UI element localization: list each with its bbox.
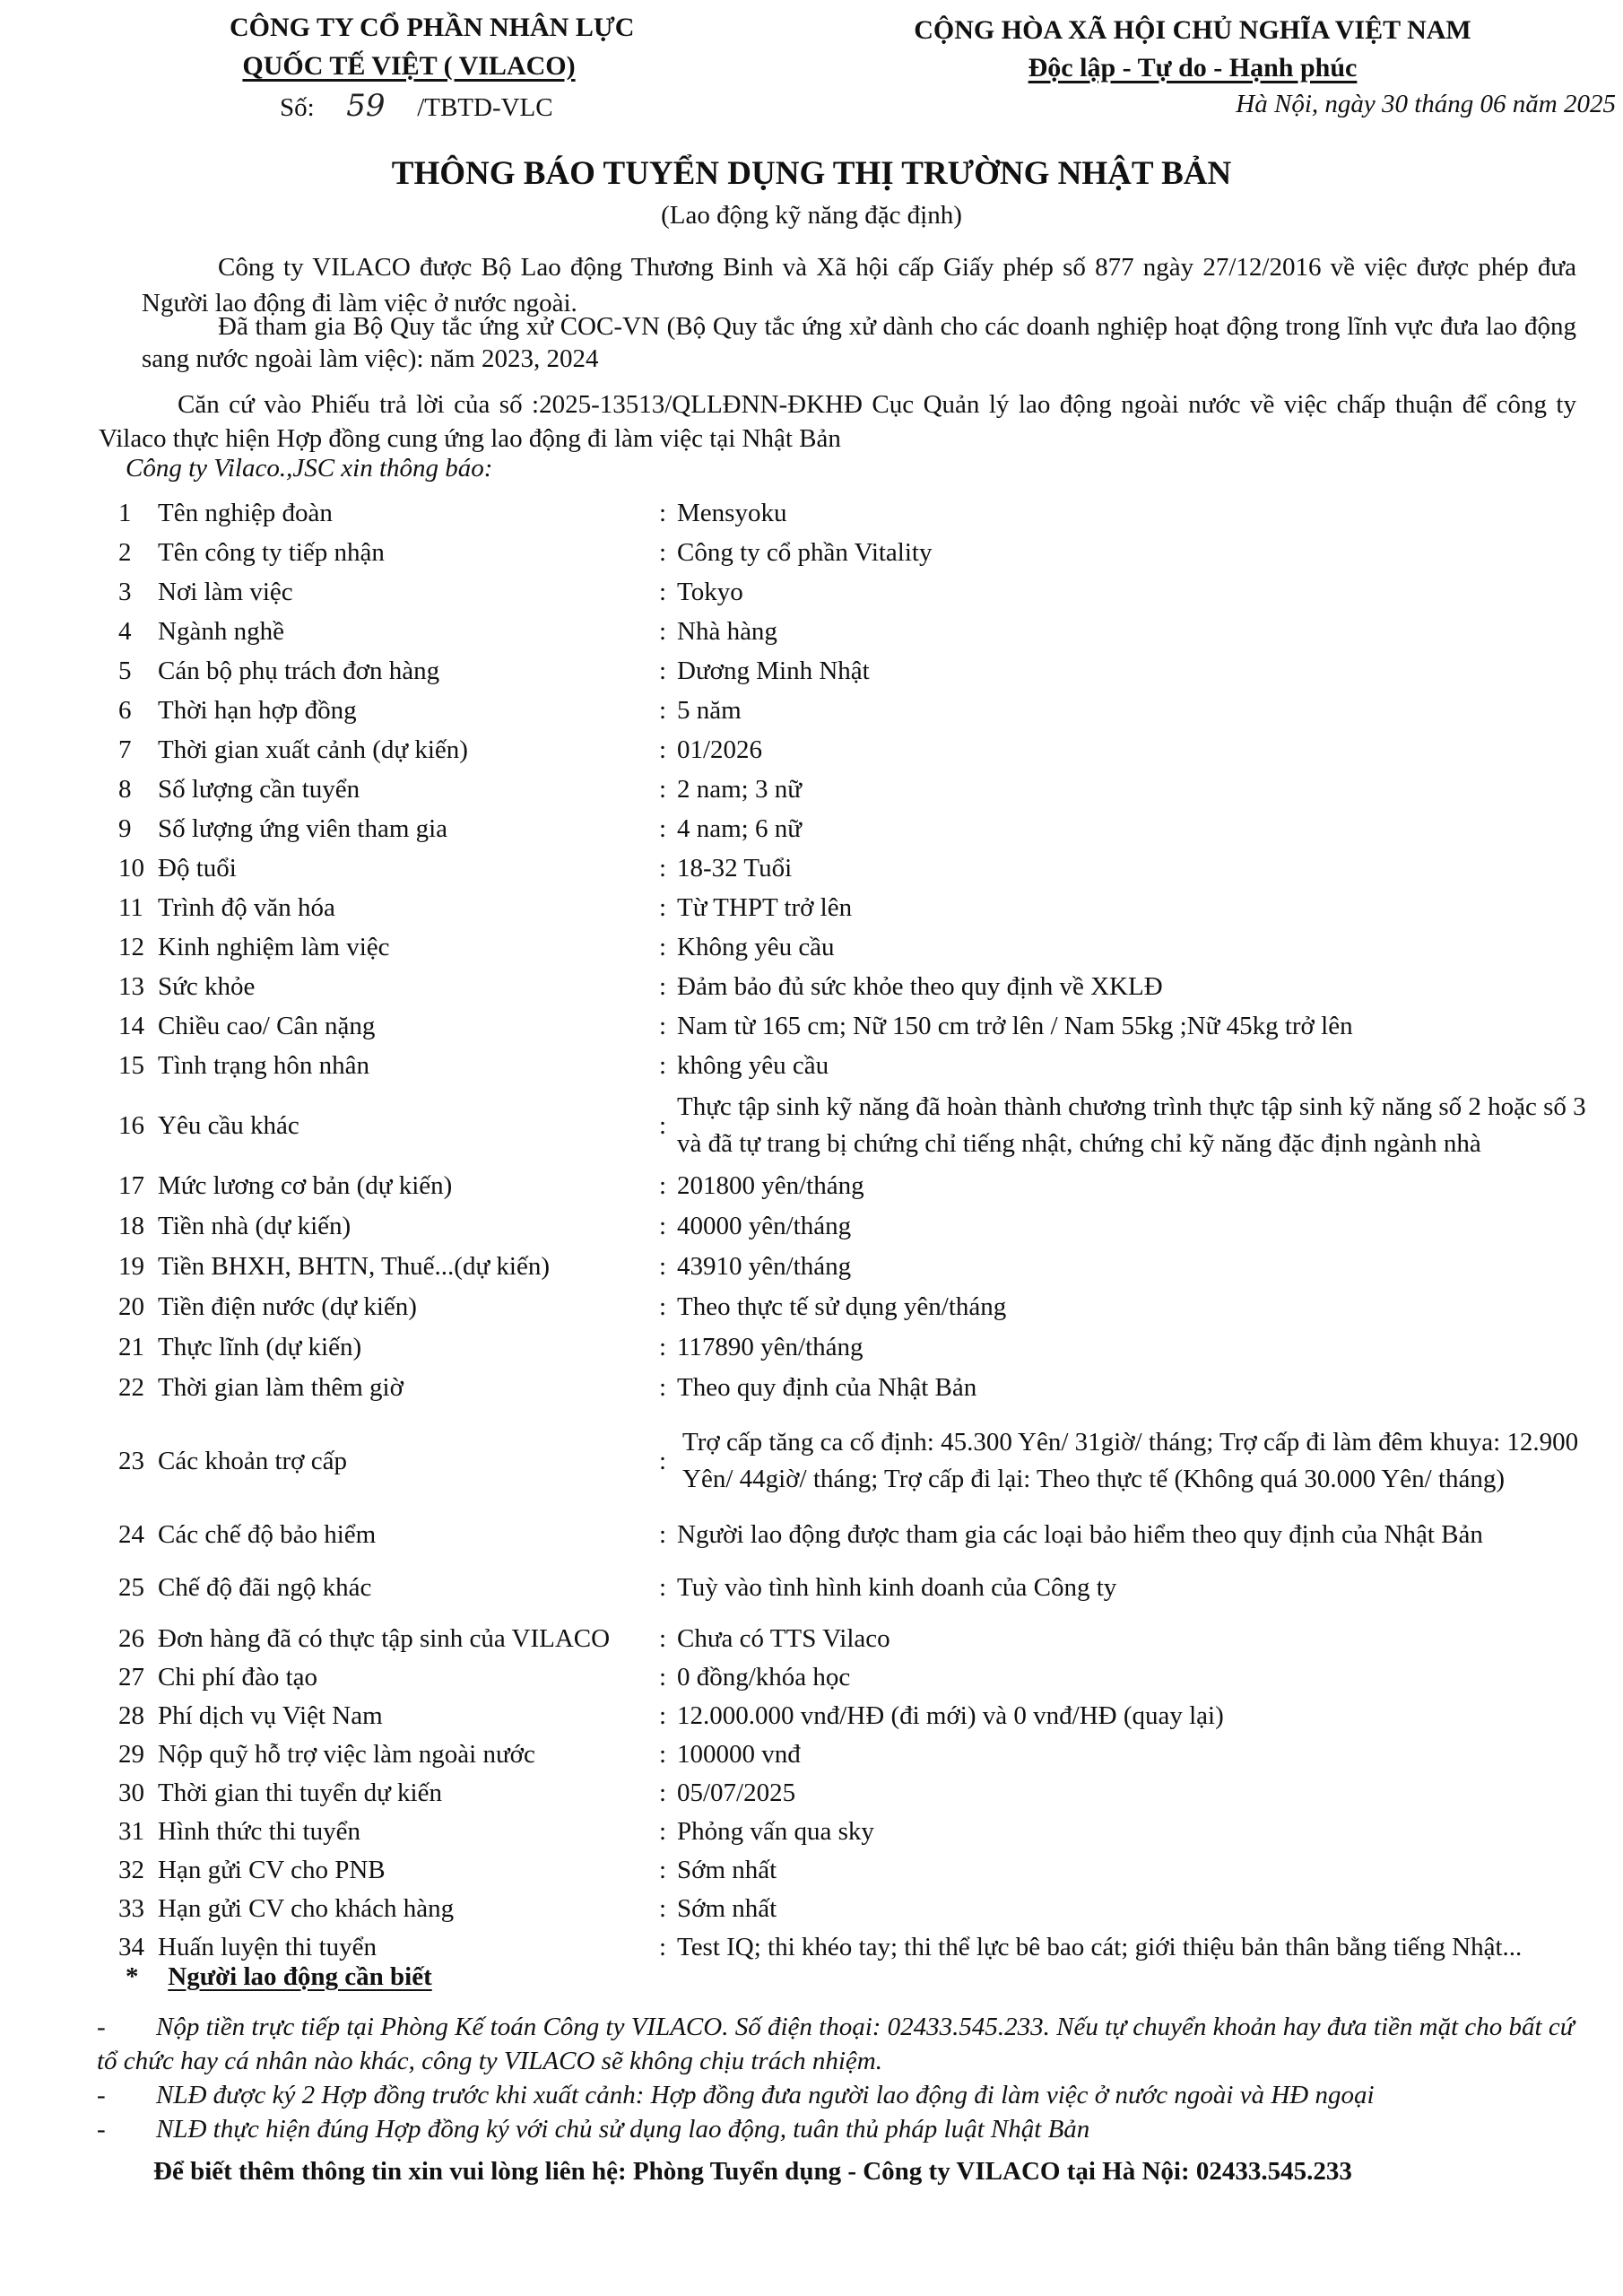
table-row	[0, 1247, 1623, 1287]
row-value: Test IQ; thi khéo tay; thi thể lực bê bao cát; giới thiệu bản thân bằng tiếng Nhật...	[677, 1933, 1523, 1961]
row-colon: :	[659, 1572, 667, 1602]
row-colon: :	[659, 735, 667, 764]
bullet-dash: -	[97, 2013, 106, 2041]
row-value: 100000 vnđ	[677, 1740, 801, 1769]
row-value: không yêu cầu	[677, 1050, 829, 1080]
table-row	[0, 1658, 1623, 1697]
document-subtitle: (Lao động kỹ năng đặc định)	[661, 201, 962, 230]
company-short-name: QUỐC TẾ VIỆT ( VILACO)	[242, 51, 576, 81]
row-number: 32	[118, 1856, 144, 1884]
row-number: 27	[118, 1663, 144, 1692]
row-number: 8	[118, 774, 132, 804]
table-row	[0, 1514, 1623, 1555]
row-colon: :	[659, 1701, 667, 1730]
table-row	[0, 730, 1623, 770]
row-label: Tiền BHXH, BHTN, Thuế...(dự kiến)	[158, 1252, 551, 1281]
row-value: 2 nam; 3 nữ	[677, 774, 802, 804]
row-number: 3	[118, 577, 132, 606]
row-colon: :	[659, 616, 667, 646]
row-label: Chi phí đào tạo	[158, 1663, 318, 1692]
row-number: 29	[118, 1740, 144, 1769]
row-value: 40000 yên/tháng	[677, 1212, 852, 1240]
approval-paragraph: Căn cứ vào Phiếu trả lời của số :2025-13513/QLLĐNN-ĐKHĐ Cục Quản lý lao động ngoài nước về việc chấp thuận để công ty Vilaco thực hiện Hợp đồng cung ứng lao động đi làm việc tại Nhật Bản	[99, 390, 1576, 453]
coc-paragraph: Đã tham gia Bộ Quy tắc ứng xử COC-VN (Bộ Quy tắc ứng xử dành cho các doanh nghiệp hoạt động trong lĩnh vực đưa lao động sang nước ngoài làm việc): năm 2023, 2024	[142, 312, 1576, 373]
row-label: Mức lương cơ bản (dự kiến)	[158, 1171, 453, 1200]
row-label: Tình trạng hôn nhân	[158, 1050, 369, 1080]
row-label: Độ tuổi	[158, 853, 237, 883]
table-row	[0, 1166, 1623, 1206]
note-text: NLĐ thực hiện đúng Hợp đồng ký với chủ sử dụng lao động, tuân thủ pháp luật Nhật Bản	[156, 2115, 1090, 2144]
row-value: 01/2026	[677, 735, 763, 764]
table-row	[0, 612, 1623, 651]
note-text: NLĐ được ký 2 Hợp đồng trước khi xuất cảnh: Hợp đồng đưa người lao động đi làm việc ở nước ngoài và HĐ ngoại	[156, 2081, 1375, 2109]
row-value: Trợ cấp tăng ca cố định: 45.300 Yên/ 31giờ/ tháng; Trợ cấp đi làm đêm khuya: 12.900 Yên/ 44giờ/ tháng; Trợ cấp đi lại: Theo thực tế (Không quá 30.000 Yên/ tháng)	[682, 1428, 1579, 1493]
table-row	[0, 770, 1623, 809]
table-row	[0, 967, 1623, 1006]
bullet-dash: -	[97, 2081, 106, 2109]
row-number: 12	[118, 932, 144, 961]
row-value: Người lao động được tham gia các loại bảo hiểm theo quy định của Nhật Bản	[677, 1519, 1483, 1549]
row-colon: :	[659, 1894, 667, 1923]
row-number: 20	[118, 1292, 144, 1321]
row-number: 6	[118, 695, 132, 725]
row-label: Nộp quỹ hỗ trợ việc làm ngoài nước	[158, 1740, 535, 1769]
table-row	[0, 1046, 1623, 1085]
row-value: Nhà hàng	[677, 616, 777, 646]
row-colon: :	[659, 1624, 667, 1653]
row-value: 4 nam; 6 nữ	[677, 813, 802, 843]
row-label: Huấn luyện thi tuyển	[158, 1933, 378, 1961]
row-label: Hình thức thi tuyển	[158, 1817, 360, 1846]
row-value: 0 đồng/khóa học	[677, 1663, 851, 1692]
bullet-dash: -	[97, 2115, 106, 2144]
row-number: 15	[118, 1050, 144, 1080]
note-text: Nộp tiền trực tiếp tại Phòng Kế toán Công ty VILACO. Số điện thoại: 02433.545.233. Nếu tự chuyển khoản hay đưa tiền mặt cho bất cứ tổ chức hay cá nhân nào khác, công ty VILACO sẽ không chịu trách nhiệm.	[97, 2013, 1575, 2075]
row-colon: :	[659, 1817, 667, 1846]
row-colon: :	[659, 537, 667, 567]
row-number: 34	[118, 1933, 144, 1961]
row-label: Thực lĩnh (dự kiến)	[158, 1333, 362, 1361]
row-label: Chế độ đãi ngộ khác	[158, 1572, 372, 1602]
row-value: 05/07/2025	[677, 1779, 796, 1807]
row-label: Hạn gửi CV cho khách hàng	[158, 1894, 455, 1923]
row-value: Không yêu cầu	[677, 932, 835, 961]
row-number: 28	[118, 1701, 144, 1730]
row-number: 17	[118, 1171, 144, 1200]
row-label: Yêu cầu khác	[158, 1110, 299, 1140]
row-number: 23	[118, 1446, 144, 1475]
note-item	[97, 2010, 1581, 2078]
row-colon: :	[659, 1252, 667, 1281]
row-label: Sức khỏe	[158, 971, 256, 1001]
recruitment-details-table	[0, 493, 1623, 1967]
star-marker: *	[126, 1962, 139, 1991]
table-row	[0, 1206, 1623, 1247]
row-number: 9	[118, 813, 132, 843]
row-value: Theo quy định của Nhật Bản	[677, 1373, 977, 1402]
row-colon: :	[659, 774, 667, 804]
table-row	[0, 1408, 1623, 1514]
row-label: Thời gian làm thêm giờ	[158, 1373, 404, 1402]
row-label: Thời gian xuất cảnh (dự kiến)	[158, 735, 468, 764]
handwritten-number: 59	[346, 88, 386, 124]
row-value: Chưa có TTS Vilaco	[677, 1624, 890, 1653]
row-colon: :	[659, 577, 667, 606]
company-name: CÔNG TY CỔ PHẦN NHÂN LỰC	[230, 13, 635, 42]
row-number: 1	[118, 498, 132, 527]
row-label: Tên nghiệp đoàn	[158, 498, 333, 527]
row-colon: :	[659, 1740, 667, 1769]
row-number: 26	[118, 1624, 144, 1653]
table-row	[0, 533, 1623, 572]
table-row	[0, 1006, 1623, 1046]
row-value: Dương Minh Nhật	[677, 656, 870, 685]
row-number: 25	[118, 1572, 144, 1602]
document-title: THÔNG BÁO TUYỂN DỤNG THỊ TRƯỜNG NHẬT BẢN	[391, 155, 1232, 192]
row-label: Cán bộ phụ trách đơn hàng	[158, 656, 440, 685]
contact-footer: Để biết thêm thông tin xin vui lòng liên hệ: Phòng Tuyển dụng - Công ty VILACO tại Hà Nội: 02433.545.233	[153, 2157, 1352, 2186]
table-row	[0, 1368, 1623, 1408]
intro-text: Công ty Vilaco.,JSC xin thông báo:	[126, 454, 493, 483]
row-value: Nam từ 165 cm; Nữ 150 cm trở lên / Nam 55kg ;Nữ 45kg trở lên	[677, 1011, 1353, 1040]
row-colon: :	[659, 1779, 667, 1807]
row-label: Các khoản trợ cấp	[158, 1446, 348, 1475]
note-item	[97, 2078, 1581, 2112]
document-number	[280, 88, 553, 124]
row-label: Trình độ văn hóa	[158, 892, 335, 922]
row-colon: :	[659, 1011, 667, 1040]
row-label: Nơi làm việc	[158, 577, 293, 606]
row-value: Thực tập sinh kỹ năng đã hoàn thành chương trình thực tập sinh kỹ năng số 2 hoặc số 3 và đã tự trang bị chứng chỉ tiếng nhật, chứng chỉ kỹ năng đặc định ngành nhà	[677, 1092, 1586, 1158]
row-colon: :	[659, 656, 667, 685]
row-colon: :	[659, 1171, 667, 1200]
row-label: Phí dịch vụ Việt Nam	[158, 1701, 383, 1730]
row-colon: :	[659, 1292, 667, 1321]
table-row	[0, 493, 1623, 533]
row-label: Chiều cao/ Cân nặng	[158, 1011, 376, 1040]
row-colon: :	[659, 1373, 667, 1402]
row-label: Thời hạn hợp đồng	[158, 695, 357, 725]
row-colon: :	[659, 498, 667, 527]
row-label: Số lượng ứng viên tham gia	[158, 813, 448, 843]
row-colon: :	[659, 1050, 667, 1080]
row-number: 33	[118, 1894, 144, 1923]
row-label: Tên công ty tiếp nhận	[158, 537, 385, 567]
row-number: 31	[118, 1817, 144, 1846]
row-colon: :	[659, 971, 667, 1001]
row-number: 14	[118, 1011, 144, 1040]
row-colon: :	[659, 1446, 667, 1475]
table-row	[0, 1697, 1623, 1735]
row-value: 43910 yên/tháng	[677, 1252, 852, 1281]
row-colon: :	[659, 1333, 667, 1361]
row-number: 21	[118, 1333, 144, 1361]
row-value: Công ty cổ phần Vitality	[677, 537, 933, 567]
row-number: 10	[118, 853, 144, 883]
row-label: Tiền nhà (dự kiến)	[158, 1212, 352, 1240]
row-colon: :	[659, 1856, 667, 1884]
row-colon: :	[659, 1663, 667, 1692]
row-value: Tokyo	[677, 577, 743, 606]
row-label: Ngành nghề	[158, 616, 284, 646]
national-motto: Độc lập - Tự do - Hạnh phúc	[1028, 53, 1358, 83]
row-number: 5	[118, 656, 132, 685]
row-colon: :	[659, 1212, 667, 1240]
row-colon: :	[659, 1519, 667, 1549]
license-paragraph: Công ty VILACO được Bộ Lao động Thương Binh và Xã hội cấp Giấy phép số 877 ngày 27/12/2016 về việc được phép đưa Người lao động đi làm việc ở nước ngoài.	[142, 253, 1576, 317]
notes-heading-text: Người lao động cần biết	[168, 1962, 432, 1991]
note-item	[97, 2112, 1581, 2146]
row-value: Từ THPT trở lên	[677, 892, 853, 922]
row-value: Theo thực tế sử dụng yên/tháng	[677, 1292, 1007, 1321]
row-value: 5 năm	[677, 695, 742, 725]
row-value: 117890 yên/tháng	[677, 1333, 864, 1361]
table-row	[0, 1327, 1623, 1368]
table-row	[0, 1620, 1623, 1658]
row-number: 16	[118, 1110, 144, 1140]
row-colon: :	[659, 853, 667, 883]
table-row	[0, 888, 1623, 927]
row-label: Số lượng cần tuyển	[158, 774, 360, 804]
row-number: 11	[118, 892, 143, 922]
row-colon: :	[659, 813, 667, 843]
row-number: 22	[118, 1373, 144, 1402]
table-row	[0, 1890, 1623, 1928]
row-value: Đảm bảo đủ sức khỏe theo quy định về XKLĐ	[677, 971, 1163, 1001]
document-date: Hà Nội, ngày 30 tháng 06 năm 2025	[1236, 90, 1616, 118]
row-label: Kinh nghiệm làm việc	[158, 932, 390, 961]
table-row	[0, 1851, 1623, 1890]
table-row	[0, 927, 1623, 967]
table-row	[0, 1287, 1623, 1327]
number-suffix: /TBTD-VLC	[417, 93, 553, 122]
table-row	[0, 691, 1623, 730]
row-value: 201800 yên/tháng	[677, 1171, 864, 1200]
table-row	[0, 1735, 1623, 1774]
table-row	[0, 1928, 1623, 1967]
national-title: CỘNG HÒA XÃ HỘI CHỦ NGHĨA VIỆT NAM	[914, 15, 1471, 45]
table-row	[0, 1085, 1623, 1166]
row-value: 18-32 Tuổi	[677, 853, 793, 883]
row-number: 30	[118, 1779, 144, 1807]
row-number: 19	[118, 1252, 144, 1281]
row-number: 4	[118, 616, 132, 646]
table-row	[0, 1555, 1623, 1620]
row-label: Thời gian thi tuyển dự kiến	[158, 1779, 442, 1807]
row-colon: :	[659, 695, 667, 725]
row-label: Các chế độ bảo hiểm	[158, 1519, 377, 1549]
row-colon: :	[659, 932, 667, 961]
row-colon: :	[659, 1933, 667, 1961]
table-row	[0, 1774, 1623, 1813]
row-value: Mensyoku	[677, 498, 787, 527]
row-number: 24	[118, 1519, 144, 1549]
row-label: Đơn hàng đã có thực tập sinh của VILACO	[158, 1624, 611, 1653]
row-label: Tiền điện nước (dự kiến)	[158, 1292, 417, 1321]
row-value: Phỏng vấn qua sky	[677, 1817, 874, 1846]
table-row	[0, 848, 1623, 888]
row-colon: :	[659, 892, 667, 922]
row-number: 7	[118, 735, 132, 764]
number-label: Số:	[280, 93, 315, 122]
row-label: Hạn gửi CV cho PNB	[158, 1856, 386, 1884]
row-number: 18	[118, 1212, 144, 1240]
row-number: 2	[118, 537, 132, 567]
row-value: Sớm nhất	[677, 1856, 777, 1884]
row-number: 13	[118, 971, 144, 1001]
table-row	[0, 651, 1623, 691]
table-row	[0, 809, 1623, 848]
row-colon: :	[659, 1110, 667, 1140]
notes-heading	[126, 1962, 432, 1992]
row-value: Tuỳ vào tình hình kinh doanh của Công ty	[677, 1572, 1117, 1602]
row-value: 12.000.000 vnđ/HĐ (đi mới) và 0 vnđ/HĐ (quay lại)	[677, 1701, 1224, 1730]
row-value: Sớm nhất	[677, 1894, 777, 1923]
table-row	[0, 1813, 1623, 1851]
table-row	[0, 572, 1623, 612]
